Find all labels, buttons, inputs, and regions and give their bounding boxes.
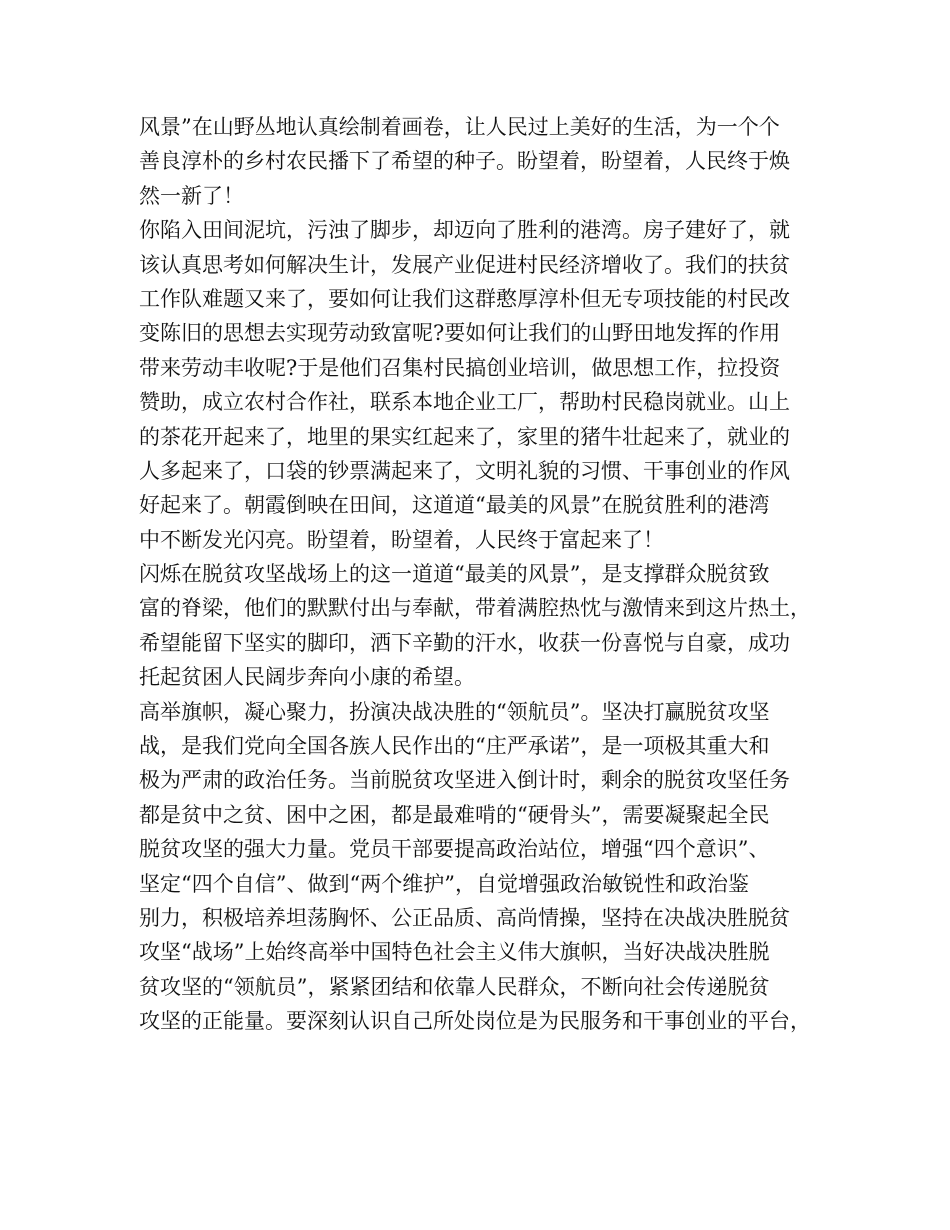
text-line: 带来劳动丰收呢?于是他们召集村民搞创业培训，做思想工作，拉投资 xyxy=(139,355,781,380)
text-line: 别力，积极培养坦荡胸怀、公正品质、高尚情操，坚持在决战决胜脱贫 xyxy=(139,905,790,930)
text-line: 攻坚的正能量。要深刻认识自己所处岗位是为民服务和干事创业的平台， xyxy=(139,1009,811,1034)
text-line: 赞助，成立农村合作社，联系本地企业工厂，帮助村民稳岗就业。山上 xyxy=(139,390,790,415)
text-line: 高举旗帜，凝心聚力，扮演决战决胜的“领航员”。坚决打赢脱贫攻坚 xyxy=(139,699,770,724)
text-line: 坚定“四个自信”、做到“两个维护”，自觉增强政治敏锐性和政治鉴 xyxy=(139,871,749,896)
text-line: 战，是我们党向全国各族人民作出的“庄严承诺”，是一项极其重大和 xyxy=(139,734,770,759)
text-line: 希望能留下坚实的脚印，洒下辛勤的汗水，收获一份喜悦与自豪，成功 xyxy=(139,630,790,655)
text-line: 贫攻坚的“领航员”，紧紧团结和依靠人民群众，不断向社会传递脱贫 xyxy=(139,974,770,999)
text-line: 托起贫困人民阔步奔向小康的希望。 xyxy=(139,665,475,690)
text-line: 然一新了！ xyxy=(139,183,244,208)
text-line: 攻坚“战场”上始终高举中国特色社会主义伟大旗帜，当好决战决胜脱 xyxy=(139,940,770,965)
text-line: 善良淳朴的乡村农民播下了希望的种子。盼望着，盼望着，人民终于焕 xyxy=(139,149,790,174)
body-text xyxy=(139,110,839,1039)
text-line: 该认真思考如何解决生计，发展产业促进村民经济增收了。我们的扶贫 xyxy=(139,252,790,277)
text-line: 好起来了。朝霞倒映在田间，这道道“最美的风景”在脱贫胜利的港湾 xyxy=(139,493,770,518)
text-line: 都是贫中之贫、困中之困，都是最难啃的“硬骨头”，需要凝聚起全民 xyxy=(139,802,770,827)
text-line: 人多起来了，口袋的钞票满起来了，文明礼貌的习惯、干事创业的作风 xyxy=(139,458,790,483)
text-line: 工作队难题又来了，要如何让我们这群憨厚淳朴但无专项技能的村民改 xyxy=(139,286,790,311)
text-line: 的茶花开起来了，地里的果实红起来了，家里的猪牛壮起来了，就业的 xyxy=(139,424,790,449)
text-line: 变陈旧的思想去实现劳动致富呢?要如何让我们的山野田地发挥的作用 xyxy=(139,321,781,346)
text-line: 极为严肃的政治任务。当前脱贫攻坚进入倒计时，剩余的脱贫攻坚任务 xyxy=(139,768,790,793)
text-line: 你陷入田间泥坑，污浊了脚步，却迈向了胜利的港湾。房子建好了，就 xyxy=(139,218,790,243)
text-line: 富的脊梁，他们的默默付出与奉献，带着满腔热忱与激情来到这片热土， xyxy=(139,596,811,621)
text-line: 风景”在山野丛地认真绘制着画卷，让人民过上美好的生活，为一个个 xyxy=(139,115,780,139)
text-line: 脱贫攻坚的强大力量。党员干部要提高政治站位，增强“四个意识”、 xyxy=(139,837,770,862)
text-line: 中不断发光闪亮。盼望着，盼望着，人民终于富起来了！ xyxy=(139,527,664,552)
text-line: 闪烁在脱贫攻坚战场上的这一道道“最美的风景”，是支撑群众脱贫致 xyxy=(139,562,770,587)
